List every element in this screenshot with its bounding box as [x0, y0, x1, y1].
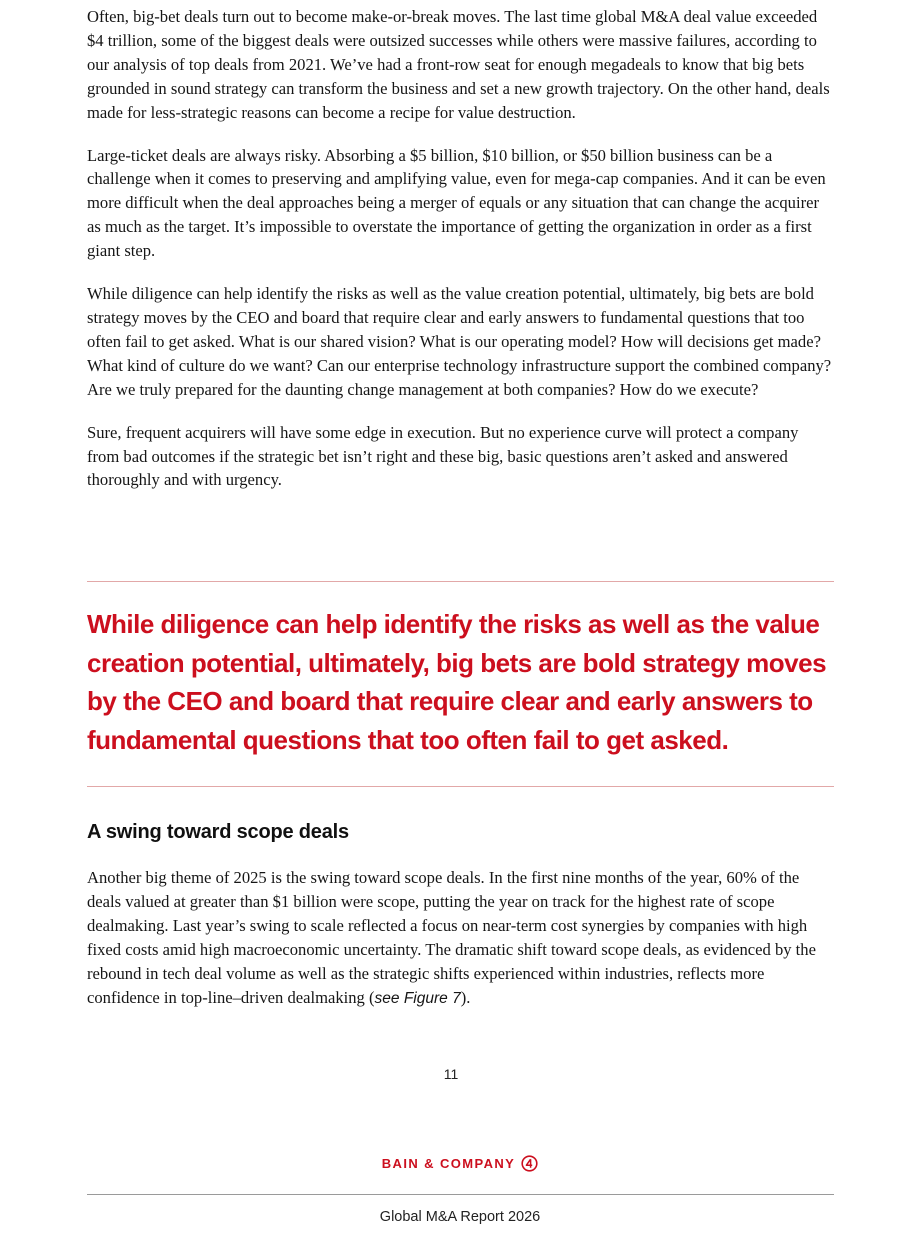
body-paragraph-1: Often, big-bet deals turn out to become make-or-break moves. The last time global M&A deal value exceeded $4 trillion, some of the biggest deals were outsized successes while others were massive failures, according to our analysis of top deals from 2021. We’ve had a front-row seat for enough megadeals to know that big bets grounded in sound strategy can transform the business and set a new growth trajectory. On the other hand, deals made for less-strategic reasons can become a recipe for value destruction.: [87, 7, 830, 122]
pull-quote-top-divider: [87, 581, 834, 582]
figure-reference-link[interactable]: see Figure 7: [374, 989, 461, 1007]
bain-circle-4-icon: [521, 1155, 538, 1172]
pull-quote-bottom-divider: [87, 786, 834, 787]
footer-divider: [87, 1194, 834, 1195]
body-paragraph-3: While diligence can help identify the risks as well as the value creation potential, ultimately, big bets are bold strategy moves by the CEO and board that require clear and early answers to fundamental questions that too often fail to get asked. What is our shared vision? What is our operating model? How will decisions get made? What kind of culture do we want? Can our enterprise technology infrastructure support the combined company? Are we truly prepared for the daunting change management at both companies? How do we execute?: [87, 284, 832, 399]
page-number: 11: [443, 1066, 459, 1082]
section-paragraph: [87, 866, 834, 1010]
section-heading: A swing toward scope deals: [87, 821, 349, 843]
body-paragraph-2: Large-ticket deals are always risky. Absorbing a $5 billion, $10 billion, or $50 billion business can be a challenge when it comes to preserving and amplifying value, even for mega-cap companies. And it can be even more difficult when the deal approaches being a merger of equals or any situation that can change the acquirer as much as the target. It’s impossible to overstate the importance of getting the organization in order as a first giant step.: [87, 145, 826, 261]
bain-logo: [0, 1155, 902, 1172]
logo-text: BAIN & COMPANY: [381, 1156, 516, 1171]
section-paragraph-end: ).: [460, 987, 471, 1007]
body-text: [87, 5, 834, 492]
pull-quote: While diligence can help identify the risks as well as the value creation potential, ultimately, big bets are bold strategy moves by the CEO and board that require clear and early answers to fundamental questions that too often fail to get asked.: [87, 609, 827, 755]
footer-report-title: Global M&A Report 2026: [379, 1209, 541, 1225]
section-body: [87, 866, 834, 1010]
section-paragraph-text: Another big theme of 2025 is the swing toward scope deals. In the first nine months of the year, 60% of the deals valued at greater than $1 billion were scope, putting the year on track for the highest rate of scope dealmaking. Last year’s swing to scale reflected a focus on near-term cost synergies by companies with high fixed costs amid high macroeconomic uncertainty. The dramatic shift toward scope deals, as evidenced by the rebound in tech deal volume as well as the strategic shifts experienced within industries, reflects more confidence in top-line–driven dealmaking (: [87, 868, 816, 1007]
body-paragraph-4: Sure, frequent acquirers will have some edge in execution. But no experience curve will protect a company from bad outcomes if the strategic bet isn’t right and these big, basic questions aren’t asked and answered thoroughly and with urgency.: [87, 422, 799, 490]
